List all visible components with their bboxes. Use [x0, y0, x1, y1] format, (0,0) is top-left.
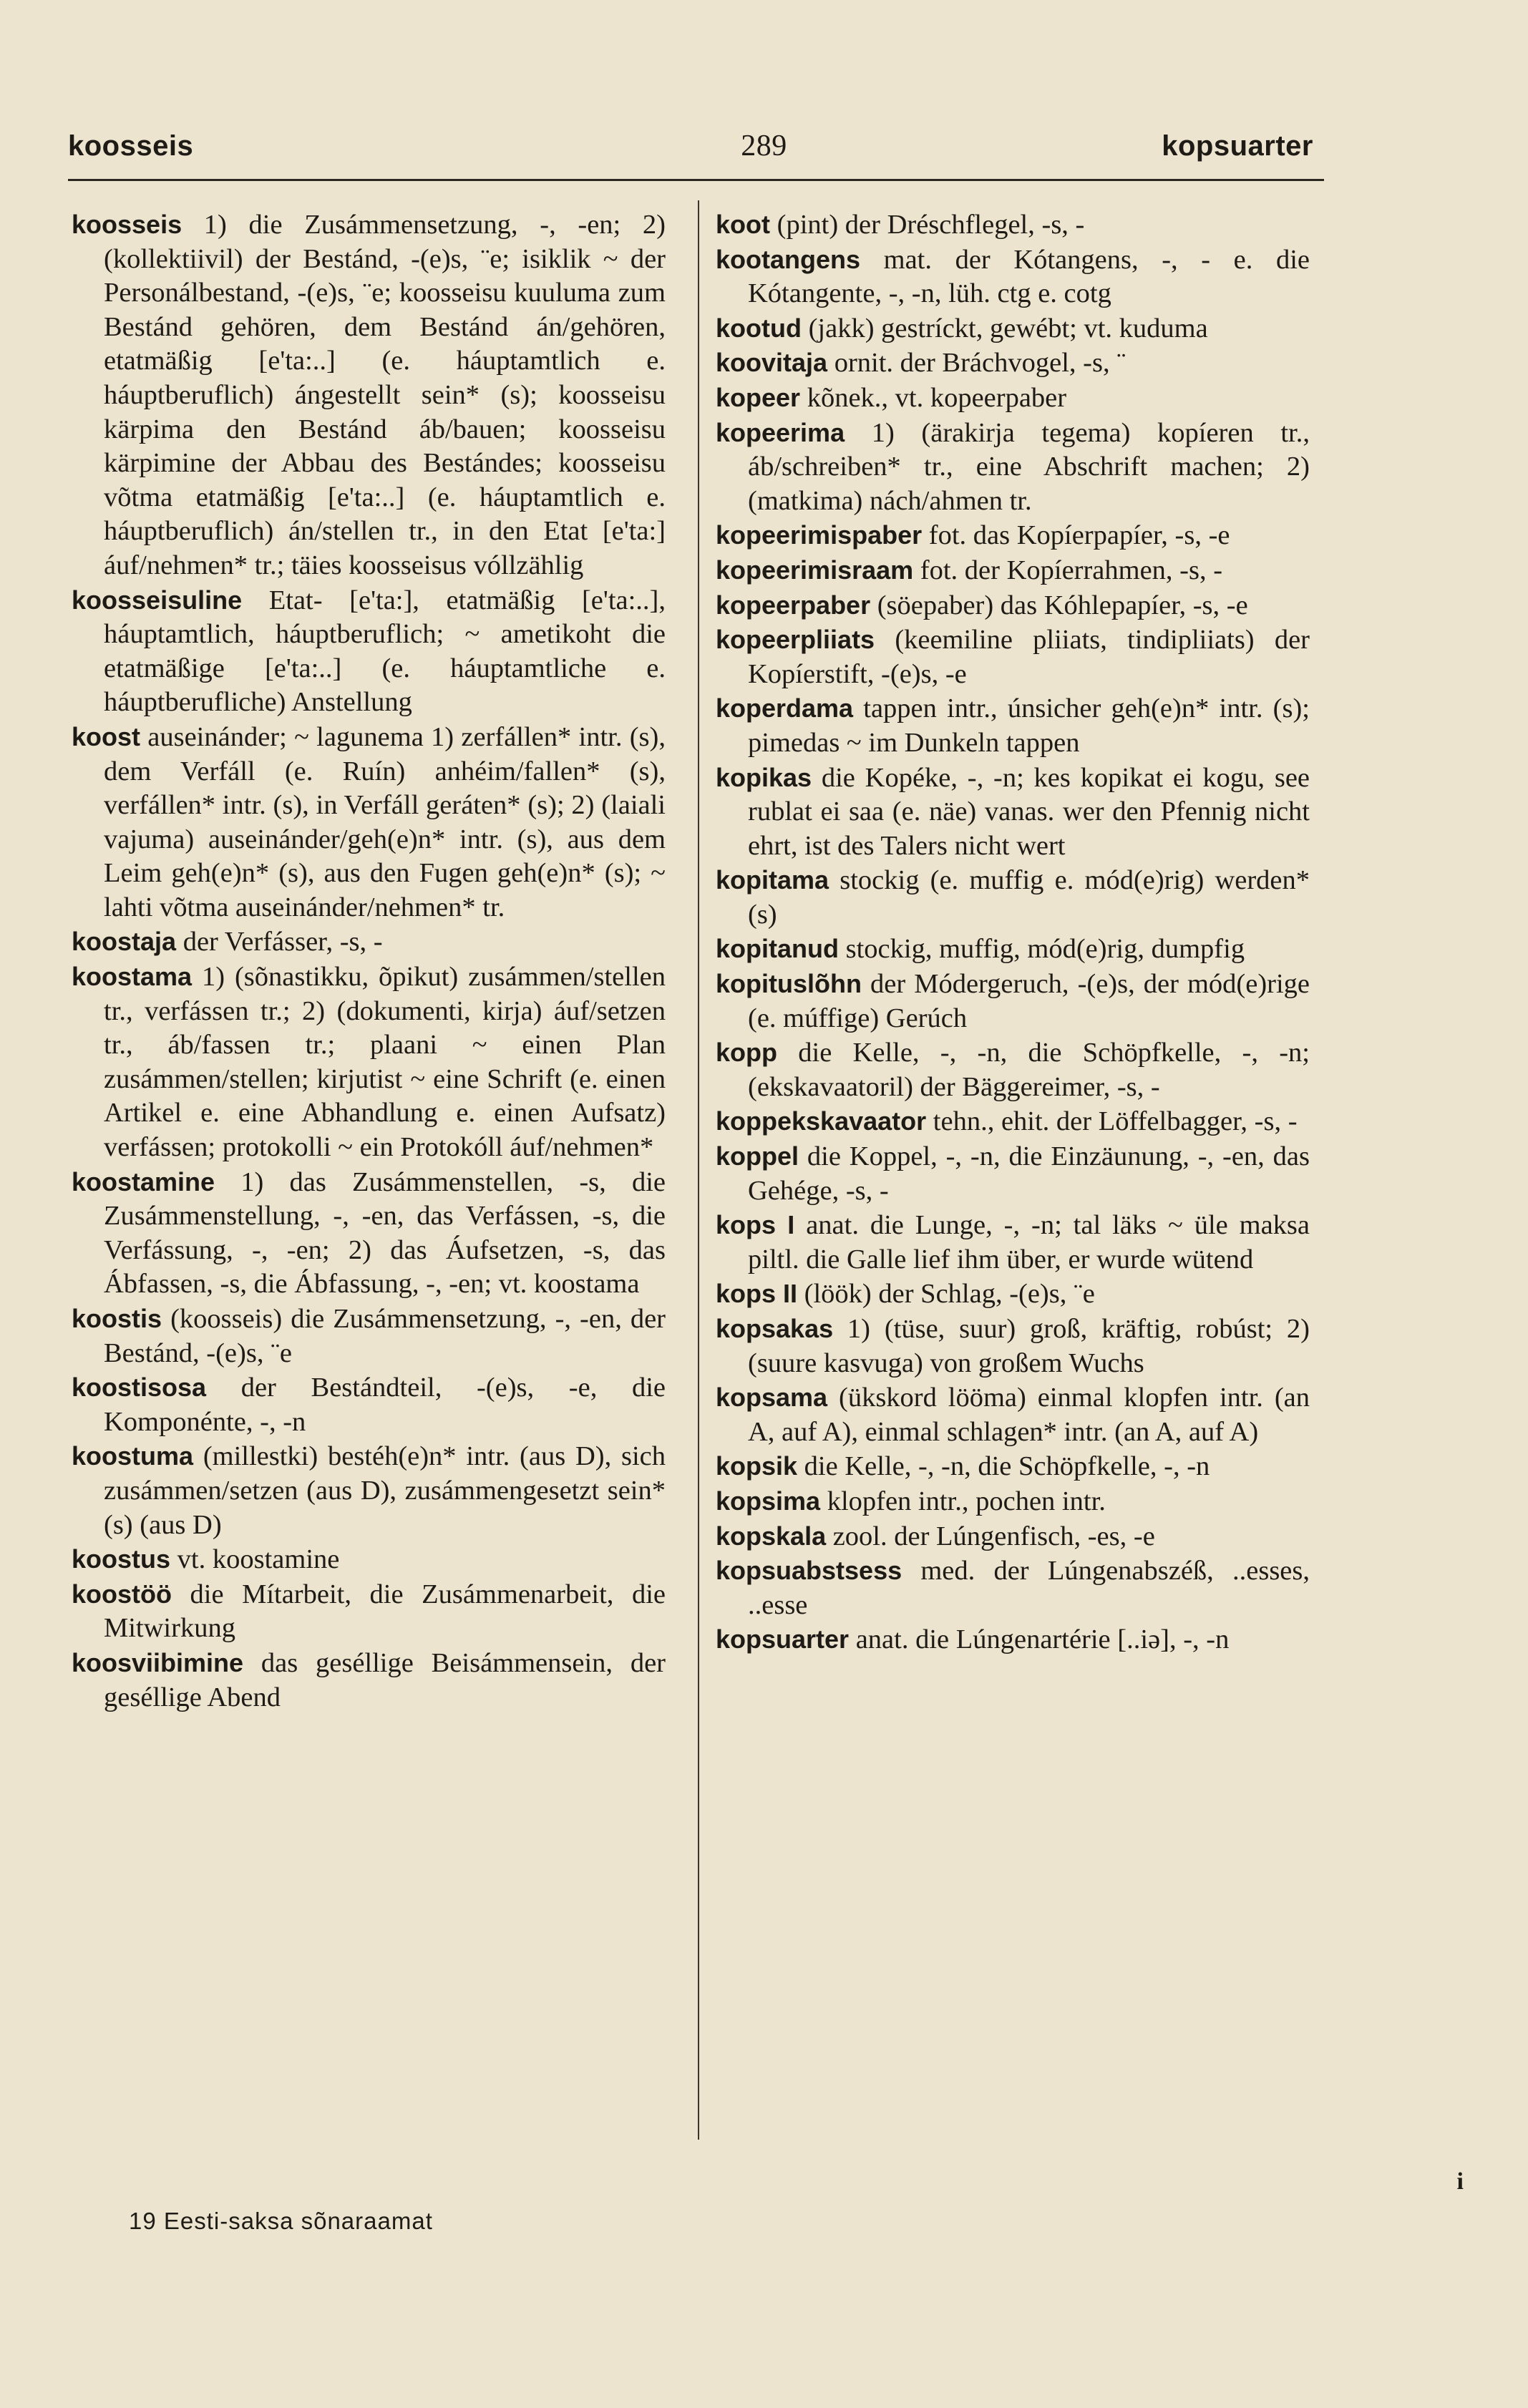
headword: kopeerpaber [716, 590, 871, 620]
dictionary-entry [716, 967, 1310, 1035]
dictionary-entry [716, 518, 1310, 553]
dictionary-entry [72, 960, 666, 1165]
definition: mat. der Kótangens, -, - e. die Kótangente, -, -n, lüh. ctg e. cotg [748, 244, 1310, 309]
headword: kopsuarter [716, 1624, 850, 1654]
headword: koosseis [72, 210, 183, 239]
definition: die Kelle, -, -n, die Schöpfkelle, -, -n; (ekskavaatoril) der Bäggereimer, -s, - [748, 1038, 1310, 1102]
dictionary-entry [716, 623, 1310, 691]
dictionary-entry [716, 588, 1310, 623]
dictionary-entry [716, 761, 1310, 864]
definition: tehn., ehit. der Löffelbagger, -s, - [926, 1106, 1298, 1137]
definition: 1) das Zusámmenstellen, -s, die Zusámmenstellung, -, -en, das Verfássen, -s, die Verfássung, -, -en; 2) das Áufsetzen, -s, das Ábfassen, -s, die Ábfassung, -, -en; vt. koostama [104, 1166, 666, 1300]
headword: kopikas [716, 762, 812, 792]
headword: kopp [716, 1038, 777, 1068]
dictionary-entry [716, 553, 1310, 588]
definition: (millestki) bestéh(e)n* intr. (aus D), sich zusámmen/setzen (aus D), zusámmengesetzt sein* (s) (aus D) [104, 1441, 666, 1540]
headword: koostama [72, 962, 193, 992]
headword: kopitanud [716, 934, 839, 964]
dictionary-entry [716, 1104, 1310, 1139]
definition: die Kopéke, -, -n; kes kopikat ei kogu, see rublat ei saa (e. näe) vanas. wer den Pfennig nicht ehrt, ist des Talers nicht wert [748, 762, 1310, 861]
definition: zool. der Lúngenfisch, -es, -e [826, 1521, 1155, 1551]
dictionary-entry [716, 346, 1310, 381]
headword: kopeerimispaber [716, 520, 923, 550]
dictionary-entry [716, 932, 1310, 967]
header-rule [68, 179, 1324, 181]
definition: auseinánder; ~ lagunema 1) zerfállen* intr. (s), dem Verfáll (e. Ruín) anhéim/fallen* (s), verfállen* intr. (s), in Verfáll geráten* (s); 2) (laiali vajuma) auseinánder/geh(e)n* intr. (s), aus dem Leim geh(e)n* (s), aus den Fugen geh(e)n* (s); ~ lahti võtma auseinánder/nehmen* tr. [104, 721, 666, 922]
headword: kootud [716, 313, 802, 343]
dictionary-entry [716, 691, 1310, 760]
dictionary-entry [716, 381, 1310, 416]
dictionary-entry [716, 1035, 1310, 1104]
dictionary-entry [716, 1554, 1310, 1622]
definition: die Mítarbeit, die Zusámmenarbeit, die Mitwirkung [104, 1579, 666, 1644]
definition: kõnek., vt. kopeerpaber [800, 382, 1067, 413]
headword: koosviibimine [72, 1647, 244, 1677]
definition: das geséllige Beisámmensein, der geséllige Abend [104, 1647, 666, 1712]
definition: stockig, muffig, mód(e)rig, dumpfig [838, 934, 1245, 965]
headword: kopsik [716, 1451, 798, 1481]
headword: kopitama [716, 865, 829, 895]
headword: koot [716, 210, 770, 239]
definition: 1) (ärakirja tegema) kopíeren tr., áb/schreiben* tr., eine Abschrift machen; 2) (matkima) nách/ahmen tr. [748, 417, 1310, 516]
running-head-left: koosseis [68, 130, 194, 162]
definition: klopfen intr., pochen intr. [820, 1486, 1106, 1516]
headword: koostuma [72, 1441, 194, 1471]
headword: koppel [716, 1141, 799, 1171]
dictionary-entry [716, 1622, 1310, 1657]
dictionary-entry [716, 1277, 1310, 1312]
definition: (koosseis) die Zusámmensetzung, -, -en, der Bestánd, -(e)s, ¨e [104, 1304, 666, 1368]
headword: kopeerima [716, 417, 845, 447]
definition: der Verfásser, -s, - [176, 927, 383, 957]
headword: koosseisuline [72, 585, 243, 615]
dictionary-entry [716, 1312, 1310, 1380]
headword: koppekskavaator [716, 1106, 927, 1136]
definition: anat. die Lúngenartérie [..iə], -, -n [849, 1624, 1230, 1655]
dictionary-entry [72, 720, 666, 925]
dictionary-entry [716, 1449, 1310, 1484]
dictionary-entry [716, 1139, 1310, 1208]
definition: Etat- [e'ta:], etatmäßig [e'ta:..], háuptamtlich, háuptberuflich; ~ ametikoht die etatmäßige [e'ta:..] (e. háuptamtliche e. háuptberufliche) Anstellung [104, 585, 666, 718]
headword: kopeer [716, 382, 801, 412]
definition: fot. der Kopíerrahmen, -s, - [913, 555, 1223, 585]
headword: kops I [716, 1210, 795, 1240]
definition: 1) (sõnastikku, õpikut) zusámmen/stellen tr., verfássen tr.; 2) (dokumenti, kirja) áuf/setzen tr., áb/fassen tr.; plaani ~ einen Plan zusámmen/stellen; kirjutist ~ eine Schrift (e. einen Artikel e. eine Abhandlung e. einen Aufsatz) verfássen; protokolli ~ ein Protokóll áuf/nehmen* [104, 962, 666, 1163]
headword: kopituslõhn [716, 969, 862, 999]
dictionary-entry [72, 1165, 666, 1302]
dictionary-entry [72, 1439, 666, 1542]
definition: stockig (e. muffig e. mód(e)rig) werden* (s) [748, 865, 1310, 930]
headword: kopsuabstsess [716, 1556, 902, 1586]
headword: kopsakas [716, 1314, 834, 1343]
dictionary-entry [72, 1646, 666, 1715]
left-column [72, 208, 666, 1715]
headword: kopsama [716, 1383, 828, 1413]
dictionary-entry [72, 1577, 666, 1646]
headword: koperdama [716, 693, 854, 723]
definition: (pint) der Dréschflegel, -s, - [770, 210, 1085, 240]
headword: koostus [72, 1544, 171, 1574]
headword: kopskala [716, 1521, 827, 1551]
dictionary-entry [72, 1542, 666, 1577]
headword: koost [72, 721, 141, 751]
headword: kopeerimisraam [716, 555, 914, 585]
dictionary-entry [716, 1380, 1310, 1449]
dictionary-entry [716, 863, 1310, 932]
definition: die Kelle, -, -n, die Schöpfkelle, -, -n [797, 1451, 1210, 1482]
headword: koostis [72, 1304, 162, 1333]
definition: der Bestándteil, -(e)s, -e, die Komponénte, -, -n [104, 1373, 666, 1437]
dictionary-entry [716, 1484, 1310, 1519]
definition: fot. das Kopíerpapíer, -s, -e [922, 520, 1230, 551]
definition: anat. die Lunge, -, -n; tal läks ~ üle maksa piltl. die Galle lief ihm über, er wurde wütend [748, 1210, 1310, 1274]
dictionary-entry [72, 1370, 666, 1439]
headword: koostaja [72, 927, 177, 957]
signature-line: 19 Eesti-saksa sõnaraamat [129, 2208, 433, 2234]
headword: kootangens [716, 244, 861, 274]
page-number: 289 [741, 130, 787, 162]
definition: tappen intr., únsicher geh(e)n* intr. (s); pimedas ~ im Dunkeln tappen [748, 693, 1310, 758]
definition: (jakk) gestríckt, gewébt; vt. kuduma [801, 313, 1208, 343]
definition: vt. koostamine [170, 1544, 340, 1575]
definition: 1) (tüse, suur) groß, kräftig, robúst; 2) (suure kasvuga) von großem Wuchs [748, 1314, 1310, 1378]
headword: koostisosa [72, 1373, 207, 1403]
dictionary-entry [716, 1519, 1310, 1554]
column-divider [698, 200, 699, 2140]
dictionary-entry [716, 208, 1310, 243]
definition: med. der Lúngenabszéß, ..esses, ..esse [748, 1556, 1310, 1620]
right-column [716, 208, 1310, 1657]
dictionary-entry [72, 208, 666, 583]
definition: die Koppel, -, -n, die Einzäunung, -, -en, das Gehége, -s, - [748, 1141, 1310, 1206]
dictionary-entry [72, 1302, 666, 1370]
definition: der Módergeruch, -(e)s, der mód(e)rige (e. múffige) Gerúch [748, 969, 1310, 1033]
margin-mark: i [1456, 2168, 1464, 2195]
definition: (ükskord lööma) einmal klopfen intr. (an A, auf A), einmal schlagen* intr. (an A, auf A) [748, 1383, 1310, 1447]
headword: kopeerpliiats [716, 625, 875, 655]
dictionary-entry [72, 583, 666, 720]
dictionary-entry [716, 311, 1310, 346]
headword: kopsima [716, 1486, 821, 1516]
dictionary-entry [716, 1208, 1310, 1277]
headword: koostamine [72, 1166, 215, 1196]
definition: 1) die Zusámmensetzung, -, -en; 2) (kollektiivil) der Bestánd, -(e)s, ¨e; isiklik ~ der Personálbestand, -(e)s, ¨e; koosseisu kuuluma zum Bestánd gehören, dem Bestánd án/gehören, etatmäßig [e'ta:..] (e. háuptamtlich e. háuptberuflich) ángestellt sein* (s); koosseisu kärpima den Bestánd áb/bauen; koosseisu kärpimine der Abbau des Bestándes; koosseisu võtma etatmäßig [e'ta:..] (e. háuptamtlich e. háuptberuflich) án/stellen tr., in den Etat [e'ta:] áuf/nehmen* tr.; täies koosseisus vóllzählig [104, 210, 666, 580]
dictionary-entry [72, 925, 666, 960]
headword: koovitaja [716, 348, 828, 378]
definition: (söepaber) das Kóhlepapíer, -s, -e [870, 590, 1248, 620]
headword: koostöö [72, 1579, 172, 1609]
definition: (keemiline pliiats, tindipliiats) der Kopíerstift, -(e)s, -e [748, 625, 1310, 689]
dictionary-entry [716, 416, 1310, 519]
dictionary-entry [716, 243, 1310, 311]
running-head-right: kopsuarter [1162, 130, 1313, 162]
definition: ornit. der Bráchvogel, -s, ¨ [827, 348, 1126, 379]
headword: kops II [716, 1279, 798, 1309]
definition: (löök) der Schlag, -(e)s, ¨e [797, 1279, 1095, 1310]
